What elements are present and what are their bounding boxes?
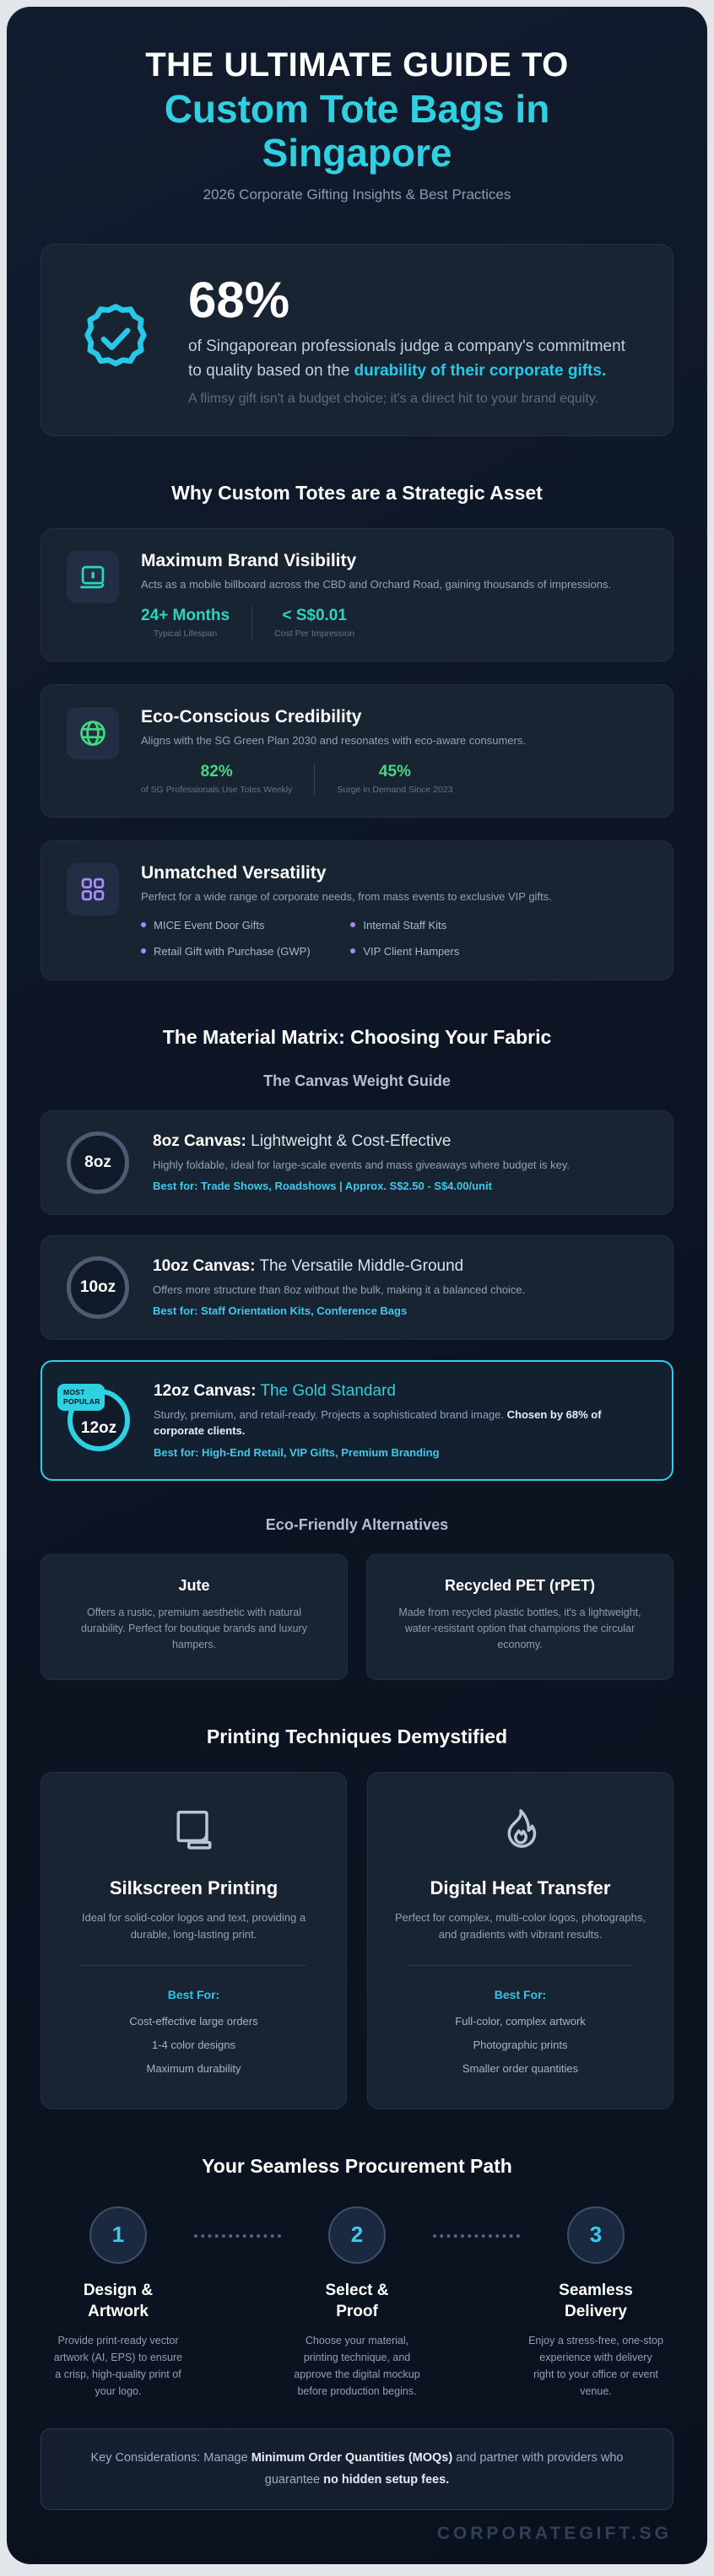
stat-label: Typical Lifespan bbox=[153, 628, 218, 639]
versatility-bullets bbox=[141, 919, 552, 958]
canvas-name: 10oz Canvas: bbox=[153, 1256, 256, 1275]
hero-text-pre: of Singaporean professionals judge a company's commitment to quality based on the bbox=[188, 338, 625, 380]
key-text-mid: and partner with providers who guarantee bbox=[264, 2451, 624, 2487]
eco-card-rpet bbox=[366, 1554, 673, 1680]
infographic-page bbox=[7, 7, 707, 2564]
eco-desc: Offers a rustic, premium aesthetic with natural durability. Perfect for boutique brands and luxury hampers. bbox=[81, 1606, 307, 1651]
feature-title: Eco-Conscious Credibility bbox=[141, 706, 362, 726]
flame-icon bbox=[392, 1803, 649, 1857]
divider bbox=[80, 1965, 307, 1966]
list-item bbox=[141, 945, 342, 958]
step-desc: Choose your material, printing technique, and approve the digital mockup before production begins. bbox=[294, 2335, 420, 2398]
verified-badge-icon bbox=[77, 300, 154, 381]
canvas-name: 12oz Canvas: bbox=[154, 1381, 257, 1400]
canvas-tagline: The Gold Standard bbox=[256, 1381, 396, 1400]
canvas-desc-bold: Chosen by 68% of corporate clients. bbox=[154, 1407, 602, 1438]
grid-icon bbox=[67, 863, 119, 915]
step-seamless-delivery bbox=[523, 2206, 668, 2400]
printing-item: Cost-effective large orders bbox=[129, 2014, 258, 2028]
printing-card-silkscreen bbox=[41, 1772, 347, 2109]
step-desc: Provide print-ready vector artwork (AI, EPS) to ensure a crisp, high-quality print of your logo. bbox=[53, 2335, 183, 2398]
canvas-desc: Offers more structure than 8oz without the bulk, making it a balanced choice. bbox=[153, 1283, 526, 1296]
canvas-title bbox=[154, 1382, 646, 1401]
section-title-printing: Printing Techniques Demystified bbox=[206, 1725, 508, 1747]
step-number-badge: 3 bbox=[567, 2206, 625, 2264]
list-item bbox=[350, 945, 551, 958]
canvas-name: 8oz Canvas: bbox=[153, 1131, 246, 1150]
step-desc: Enjoy a stress-free, one-stop experience with delivery right to your office or event venue. bbox=[528, 2335, 663, 2398]
dotted-connector bbox=[194, 2234, 281, 2238]
bullet-dot bbox=[350, 922, 355, 927]
stat-value: 45% bbox=[378, 762, 411, 780]
printing-desc: Perfect for complex, multi-color logos, photographs, and gradients with vibrant results. bbox=[395, 1910, 646, 1941]
printing-title: Digital Heat Transfer bbox=[430, 1877, 611, 1898]
printing-desc: Ideal for solid-color logos and text, providing a durable, long-lasting print. bbox=[81, 1910, 306, 1941]
bullet-dot bbox=[350, 948, 355, 953]
stat-label: Cost Per Impression bbox=[274, 628, 355, 639]
stat-label: Surge in Demand Since 2023 bbox=[337, 784, 453, 795]
canvas-tagline: Lightweight & Cost-Effective bbox=[246, 1131, 452, 1150]
canvas-desc: Highly foldable, ideal for large-scale events and mass giveaways where budget is key. bbox=[153, 1158, 571, 1171]
step-title: Select & Proof bbox=[325, 2281, 389, 2320]
feature-card-content bbox=[141, 707, 526, 795]
feature-stats bbox=[141, 763, 526, 795]
laptop-billboard-icon bbox=[67, 551, 119, 603]
feature-desc: Aligns with the SG Green Plan 2030 and resonates with eco-aware consumers. bbox=[141, 733, 526, 747]
eco-desc: Made from recycled plastic bottles, it's a lightweight, water-resistant option that champions the circular economy. bbox=[398, 1606, 641, 1651]
best-for-label: Best For: bbox=[167, 1987, 220, 2001]
canvas-card-12oz-most-popular bbox=[41, 1360, 673, 1481]
globe-icon bbox=[67, 707, 119, 759]
canvas-title bbox=[153, 1257, 525, 1276]
canvas-card-8oz bbox=[41, 1110, 673, 1215]
bullet-label: VIP Client Hampers bbox=[363, 944, 460, 958]
printing-item: 1-4 color designs bbox=[152, 2038, 235, 2051]
stat-value: 24+ Months bbox=[141, 606, 230, 624]
feature-desc: Acts as a mobile billboard across the CBD and Orchard Road, gaining thousands of impressions. bbox=[141, 578, 612, 591]
section-title-strategic: Why Custom Totes are a Strategic Asset bbox=[171, 482, 543, 505]
hero-stat-text bbox=[188, 335, 637, 383]
hero-note: A flimsy gift isn't a budget choice; it's a direct hit to your brand equity. bbox=[188, 392, 599, 407]
canvas-desc-pre: Sturdy, premium, and retail-ready. Projects a sophisticated brand image. bbox=[154, 1407, 507, 1421]
bullet-label: Internal Staff Kits bbox=[363, 918, 447, 932]
canvas-tagline: The Versatile Middle-Ground bbox=[255, 1256, 464, 1275]
eco-title: Jute bbox=[178, 1576, 210, 1594]
printing-title: Silkscreen Printing bbox=[109, 1877, 279, 1898]
bullet-dot bbox=[141, 922, 146, 927]
printing-item: Full-color, complex artwork bbox=[455, 2014, 586, 2028]
brand-watermark: CORPORATEGIFT.SG bbox=[436, 2524, 672, 2544]
key-text-moq: Minimum Order Quantities (MOQs) bbox=[251, 2451, 453, 2465]
canvas-badge-label: 12oz bbox=[68, 1389, 130, 1451]
header-subtitle: 2026 Corporate Gifting Insights & Best Practices bbox=[203, 186, 511, 203]
canvas-card-content bbox=[153, 1257, 525, 1318]
most-popular-ribbon: MOST POPULAR bbox=[57, 1384, 105, 1411]
stat-lifespan bbox=[141, 607, 252, 639]
hero-text-highlight: durability of their corporate gifts. bbox=[354, 361, 607, 380]
page-title: Custom Tote Bags in Singapore bbox=[164, 87, 550, 175]
printing-item: Maximum durability bbox=[146, 2061, 241, 2075]
step-number-badge: 2 bbox=[328, 2206, 386, 2264]
step-design-artwork bbox=[46, 2206, 191, 2400]
best-for-label: Best For: bbox=[494, 1987, 547, 2001]
printing-card-heat-transfer bbox=[367, 1772, 673, 2109]
feature-card-visibility bbox=[41, 528, 673, 662]
canvas-card-content bbox=[153, 1132, 570, 1193]
divider bbox=[407, 1965, 634, 1966]
stat-cost bbox=[252, 607, 376, 639]
bullet-label: MICE Event Door Gifts bbox=[154, 918, 265, 932]
canvas-title bbox=[153, 1132, 570, 1151]
stat-demand bbox=[314, 763, 474, 795]
feature-title: Unmatched Versatility bbox=[141, 862, 327, 883]
procurement-steps bbox=[41, 2201, 673, 2400]
printing-item: Photographic prints bbox=[473, 2038, 568, 2051]
list-item bbox=[350, 919, 551, 932]
eco-card-jute bbox=[41, 1554, 348, 1680]
printing-item: Smaller order quantities bbox=[462, 2061, 579, 2075]
canvas-desc bbox=[154, 1407, 646, 1439]
step-title: Seamless Delivery bbox=[559, 2281, 633, 2320]
section-title-procurement: Your Seamless Procurement Path bbox=[202, 2154, 512, 2177]
key-text-fees: no hidden setup fees. bbox=[323, 2472, 450, 2487]
header-kicker: THE ULTIMATE GUIDE TO bbox=[145, 46, 569, 84]
subsection-canvas-guide: The Canvas Weight Guide bbox=[263, 1072, 451, 1089]
canvas-badge-10oz: 10oz bbox=[67, 1256, 129, 1319]
canvas-badge-8oz: 8oz bbox=[67, 1131, 129, 1194]
hero-stat-card bbox=[41, 244, 673, 436]
step-select-proof bbox=[284, 2206, 430, 2400]
section-title-materials: The Material Matrix: Choosing Your Fabric bbox=[162, 1025, 552, 1048]
dotted-connector bbox=[433, 2234, 520, 2238]
key-considerations-box bbox=[41, 2428, 673, 2510]
canvas-best-for: Best for: High-End Retail, VIP Gifts, Premium Branding bbox=[154, 1445, 440, 1459]
feature-card-content bbox=[141, 863, 552, 958]
feature-card-eco bbox=[41, 684, 673, 818]
bullet-dot bbox=[141, 948, 146, 953]
feature-desc: Perfect for a wide range of corporate needs, from mass events to exclusive VIP gifts. bbox=[141, 889, 552, 903]
feature-card-versatility bbox=[41, 840, 673, 980]
header bbox=[41, 46, 673, 203]
stat-value: 82% bbox=[200, 762, 233, 780]
feature-title: Maximum Brand Visibility bbox=[141, 551, 357, 571]
feature-stats bbox=[141, 607, 611, 639]
feature-card-content bbox=[141, 551, 611, 639]
eco-title: Recycled PET (rPET) bbox=[444, 1576, 596, 1594]
hero-stat-content bbox=[188, 273, 637, 407]
step-title: Design & Artwork bbox=[83, 2281, 154, 2320]
canvas-best-for: Best for: Trade Shows, Roadshows | Approx. S$2.50 - S$4.00/unit bbox=[153, 1180, 492, 1193]
step-number-badge: 1 bbox=[89, 2206, 147, 2264]
subsection-eco-alternatives: Eco-Friendly Alternatives bbox=[265, 1515, 449, 1533]
silkscreen-icon bbox=[65, 1803, 322, 1857]
printing-cards bbox=[41, 1772, 673, 2109]
canvas-card-content bbox=[154, 1382, 646, 1459]
canvas-best-for: Best for: Staff Orientation Kits, Conference Bags bbox=[153, 1304, 408, 1318]
bullet-label: Retail Gift with Purchase (GWP) bbox=[154, 944, 311, 958]
stat-usage bbox=[141, 763, 314, 795]
stat-label: of SG Professionals Use Totes Weekly bbox=[141, 784, 293, 795]
eco-cards bbox=[41, 1554, 673, 1680]
canvas-card-10oz bbox=[41, 1235, 673, 1340]
stat-value: < S$0.01 bbox=[282, 606, 347, 624]
hero-stat-value: 68% bbox=[188, 272, 290, 329]
list-item bbox=[141, 919, 342, 932]
canvas-badge-12oz bbox=[63, 1388, 130, 1451]
key-text-pre: Key Considerations: Manage bbox=[90, 2451, 252, 2465]
